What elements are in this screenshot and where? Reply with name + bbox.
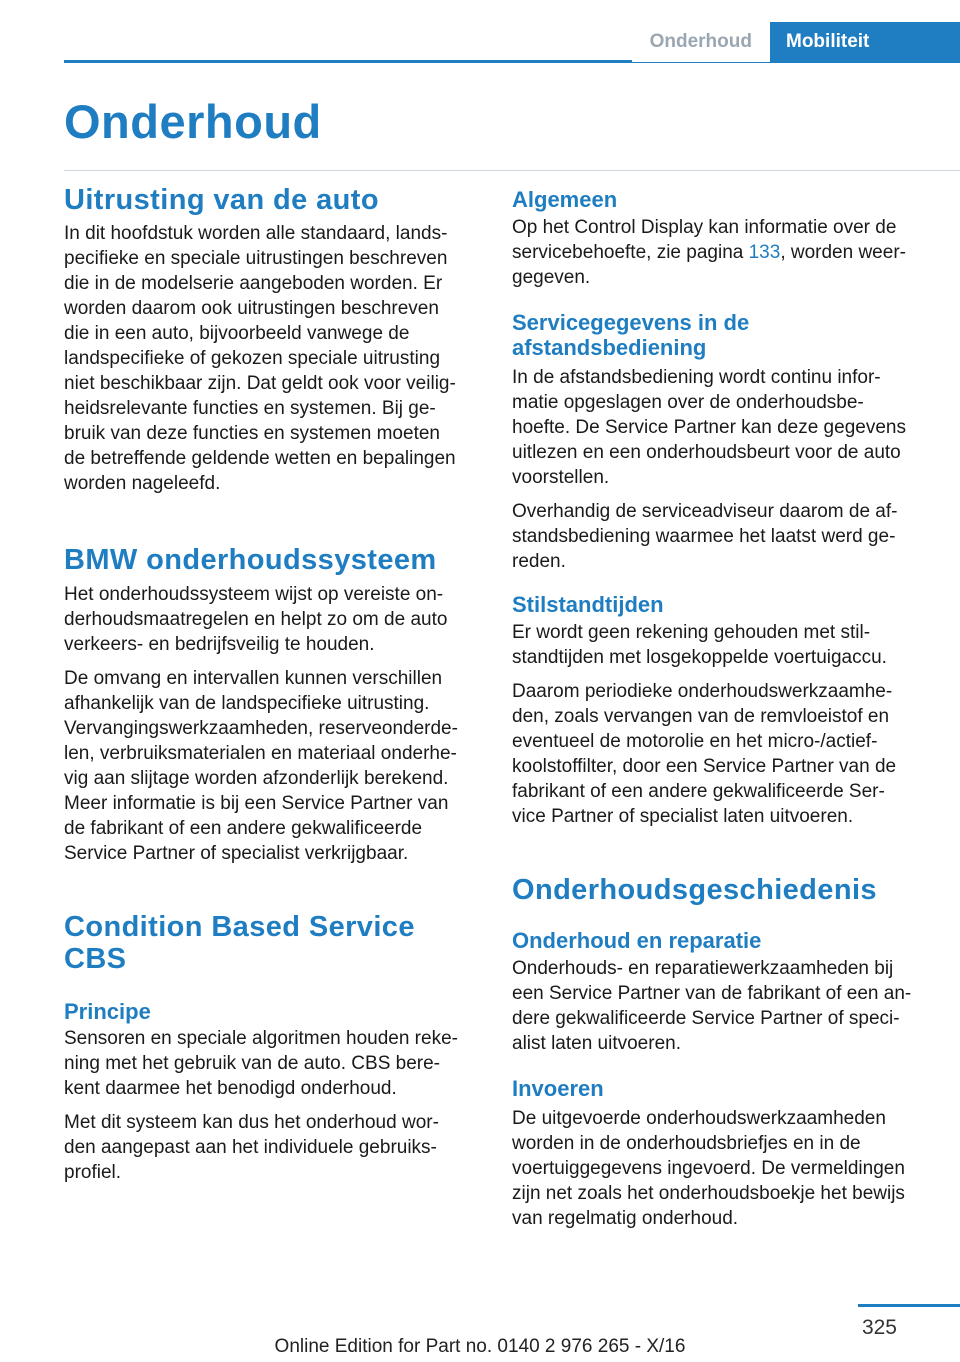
paragraph-algemeen (512, 215, 926, 290)
section-heading-uitrusting: Uitrusting van de auto (64, 184, 379, 216)
paragraph-principe-1: Sensoren en speciale algoritmen houden reke- ning met het gebruik van de auto. CBS bere- kent daarmee het benodigd onderhoud. (64, 1028, 458, 1099)
tab-onderhoud[interactable]: Onderhoud (632, 22, 770, 62)
page-number: 325 (861, 1316, 897, 1339)
right-column (512, 180, 926, 1231)
paragraph-stilstandtijden-1: Er wordt geen rekening gehouden met stil- standtijden met losgekoppelde voertuigaccu. (512, 622, 887, 668)
chapter-tabs (632, 22, 960, 62)
paragraph-algemeen-text-end: , worden weer- gegeven. (512, 242, 906, 288)
footer-rule (858, 1304, 960, 1307)
subheading-servicegegevens: Servicegegevens in de afstandsbediening (512, 310, 750, 360)
paragraph-principe-2: Met dit systeem kan dus het onderhoud wor- den aangepast aan het individuele gebruiks- profiel. (64, 1112, 439, 1183)
section-heading-onderhoudsgeschiedenis: Onderhoudsgeschiedenis (512, 874, 877, 906)
paragraph-onderhoudssysteem-2: De omvang en intervallen kunnen verschillen afhankelijk van de landspecifieke uitrusting. Vervangingswerkzaamheden, reserveonderde- len, verbruiksmaterialen en materiaal onderhe- vig aan slijtage worden afzonderlijk berekend. Meer informatie is bij een Service Partner van de fabrikant of een andere gekwalificeerde Service Partner of specialist verkrijgbaar. (64, 668, 458, 864)
subheading-onderhoud-en-reparatie: Onderhoud en reparatie (512, 928, 762, 953)
paragraph-uitrusting: In dit hoofdstuk worden alle standaard, lands- pecifieke en speciale uitrustingen beschreven die in de modelserie aangeboden worden. Er worden daarom ook uitrustingen beschreven die in een auto, bijvoorbeeld vanwege de landspecifieke of gekozen speciale uitrusting niet beschikbaar zijn. Dat geldt ook voor veilig- heidsrelevante functies en systemen. Bij ge- bruik van deze functies en systemen moeten de betreffende geldende wetten en bepalingen worden nageleefd. (64, 223, 456, 494)
subheading-stilstandtijden: Stilstandtijden (512, 592, 664, 617)
paragraph-stilstandtijden-2: Daarom periodieke onderhoudswerkzaamhe- den, zoals vervangen van de remvloeistof en eventueel de motorolie en het micro-/actief- koolstoffilter, door een Service Partner van de fabrikant of een andere gekwalificeerde Ser- vice Partner of specialist laten uitvoeren. (512, 681, 897, 827)
section-heading-onderhoudssysteem: BMW onderhoudssysteem (64, 544, 437, 576)
page-title: Onderhoud (64, 95, 322, 148)
left-column (64, 180, 480, 1185)
subheading-algemeen: Algemeen (512, 187, 618, 212)
title-divider (64, 170, 960, 171)
paragraph-servicegegevens-2: Overhandig de serviceadviseur daarom de af- standsbediening waarmee het laatst werd ge- reden. (512, 501, 898, 572)
paragraph-onderhoud-en-reparatie: Onderhouds- en reparatiewerkzaamheden bij een Service Partner van de fabrikant of een an- dere gekwalificeerde Service Partner of speci- alist laten uitvoeren. (512, 958, 912, 1054)
subheading-principe: Principe (64, 999, 151, 1024)
tab-mobiliteit[interactable]: Mobiliteit (770, 22, 960, 62)
paragraph-invoeren: De uitgevoerde onderhoudswerkzaamheden worden in de onderhoudsbriefjes en in de voertuiggegevens ingevoerd. De vermeldingen zijn net zoals het onderhoudsboekje het bewijs van regelmatig onderhoud. (512, 1108, 905, 1229)
paragraph-onderhoudssysteem-1: Het onderhoudssysteem wijst op vereiste on- derhoudsmaatregelen en helpt zo om de auto verkeers- en bedrijfsveilig te houden. (64, 584, 448, 655)
paragraph-servicegegevens-1: In de afstandsbediening wordt continu infor- matie opgeslagen over de onderhoudsbe- hoefte. De Service Partner kan deze gegevens uitlezen en een onderhoudsbeurt voor de auto voorstellen. (512, 367, 906, 488)
edition-footer: Online Edition for Part no. 0140 2 976 265 - X/16 (274, 1336, 686, 1357)
paragraph-algemeen-text: Op het Control Display kan informatie over de servicebehoefte, zie pagina (512, 217, 897, 263)
subheading-invoeren: Invoeren (512, 1076, 604, 1101)
page-link-133[interactable]: 133 (748, 242, 781, 263)
section-heading-cbs: Condition Based Service CBS (64, 911, 415, 975)
